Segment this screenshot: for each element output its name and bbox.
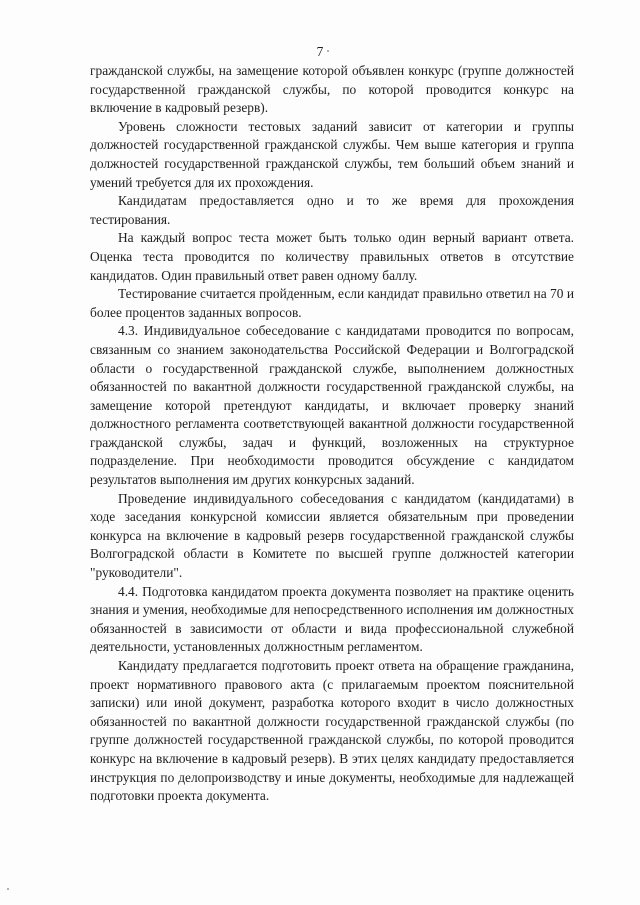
document-body [90,62,574,806]
paragraph-continuation: гражданской службы, на замещение которой объявлен конкурс (группе должностей государственной гражданской службы, по которой проводится конкурс на включение в кадровый резерв). [90,63,574,116]
paragraph-document-draft: Кандидату предлагается подготовить проект ответа на обращение гражданина, проект нормативного правового акта (с прилагаемым проектом пояснительной записки) или иной документ, разработка которого входит в число должностных обязанностей по вакантной должности государственной гражданской службы (по группе должностей государственной гражданской службы, по которой проводится конкурс на включение в кадровый резерв). В этих целях кандидату предоставляется инструкция по делопроизводству и иные документы, необходимые для надлежащей подготовки проекта документа. [90,658,574,804]
scan-speck [327,50,329,52]
paragraph-section-4-3: 4.3. Индивидуальное собеседование с кандидатами проводится по вопросам, связанным со знанием законодательства Российской Федерации и Волгоградской области о государственной гражданской службе, выполнением должностных обязанностей по вакантной должности государственной гражданской службы, на замещение которой претендуют кандидаты, и включает проверку знаний должностного регламента соответствующей вакантной должности государственной гражданской службы, задач и функций, возложенных на структурное подразделение. При необходимости проводится обсуждение с кандидатом результатов выполнения им других конкурсных заданий. [90,323,574,488]
paragraph-interview-mandatory: Проведение индивидуального собеседования с кандидатом (кандидатами) в ходе заседания конкурсной комиссии является обязательным при проведении конкурса на включение в кадровый резерв государственной гражданской службы Волгоградской области в Комитете по высшей группе должностей категории "руководители". [90,490,574,581]
scan-speck [7,888,9,890]
paragraph-test-scoring: На каждый вопрос теста может быть только один верный вариант ответа. Оценка теста проводится по количеству правильных ответов в отсутствие кандидатов. Один правильный ответ равен одному баллу. [90,230,574,283]
paragraph-test-complexity: Уровень сложности тестовых заданий зависит от категории и группы должностей государственной гражданской службы. Чем выше категория и группа должностей государственной гражданской службы, тем больший объем знаний и умений требуется для их прохождения. [90,118,574,190]
paragraph-test-passing: Тестирование считается пройденным, если кандидат правильно ответил на 70 и более процентов заданных вопросов. [90,286,574,320]
paragraph-section-4-4: 4.4. Подготовка кандидатом проекта документа позволяет на практике оценить знания и умения, необходимые для непосредственного исполнения им должностных обязанностей в зависимости от области и вида профессиональной служебной деятельности, установленных должностным регламентом. [90,583,574,655]
paragraph-test-time: Кандидатам предоставляется одно и то же время для прохождения тестирования. [90,193,574,227]
page-number: 7 [316,44,324,59]
